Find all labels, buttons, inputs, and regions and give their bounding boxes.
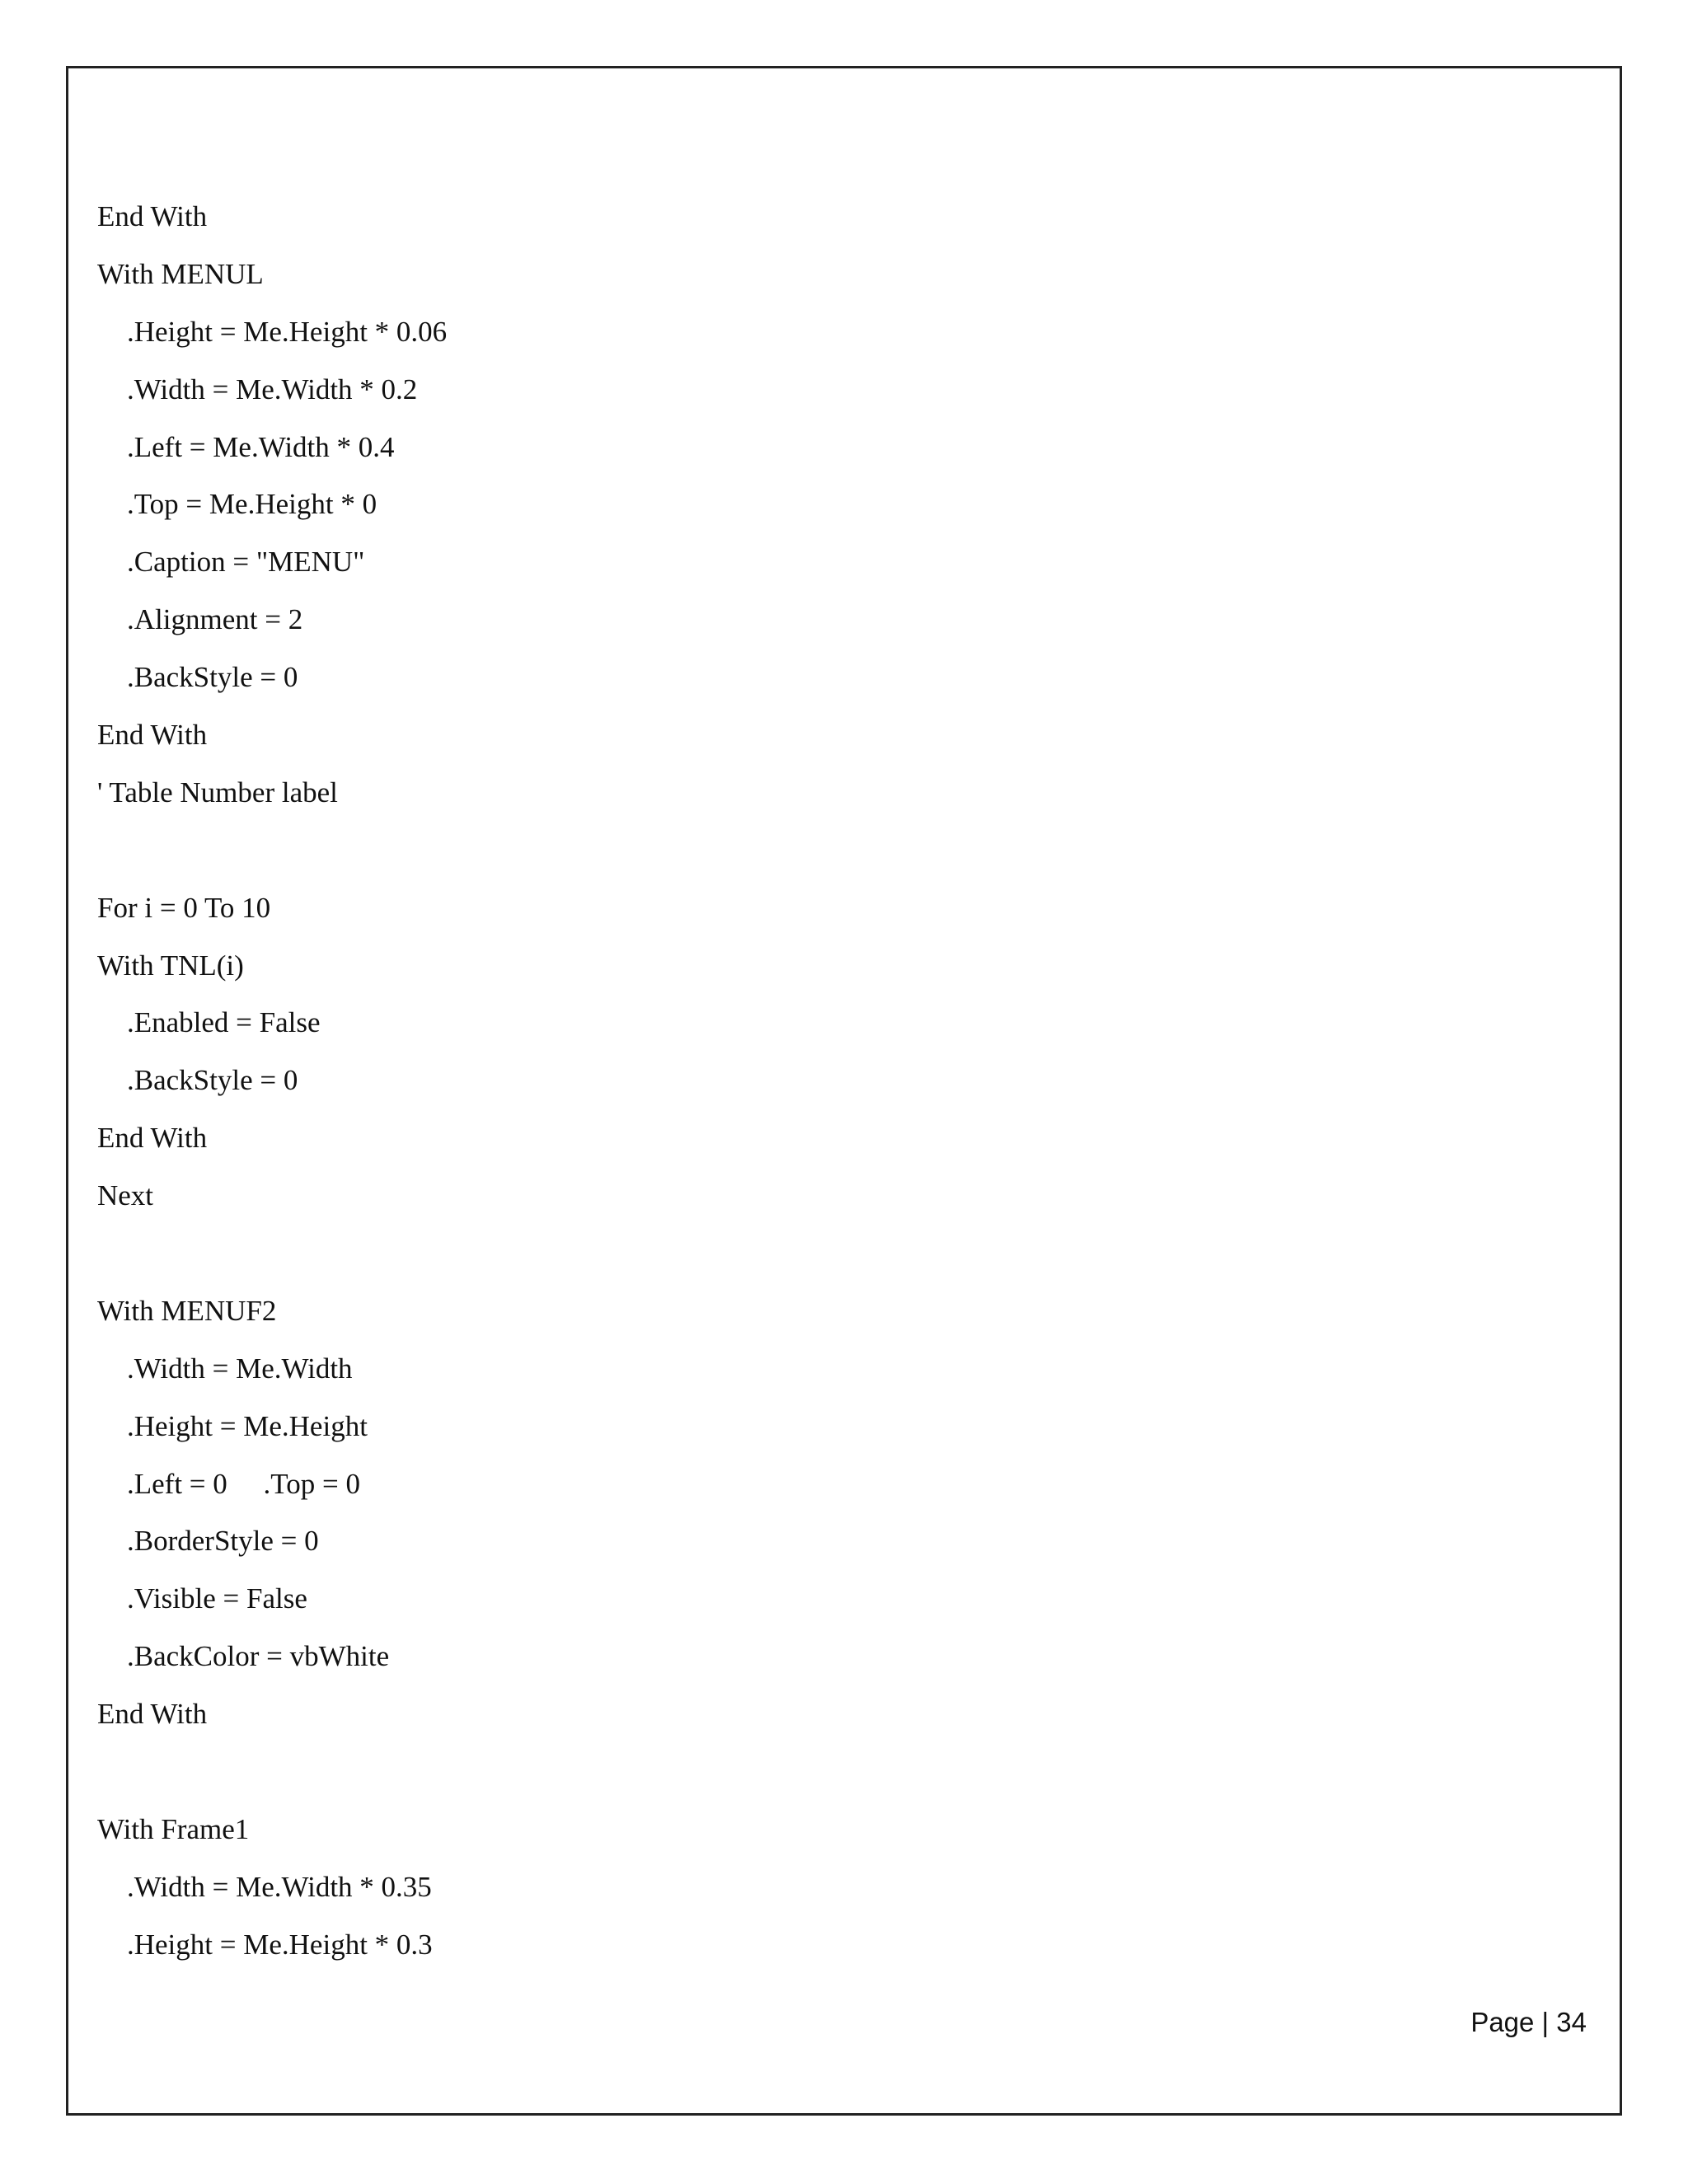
code-line: Next <box>97 1179 154 1212</box>
code-line: .Left = Me.Width * 0.4 <box>127 430 395 463</box>
code-line: .Width = Me.Width * 0.35 <box>127 1870 432 1903</box>
code-line: .Left = 0 .Top = 0 <box>127 1467 360 1500</box>
code-line: With Frame1 <box>97 1812 250 1845</box>
code-listing <box>97 198 447 1984</box>
code-line: .BackStyle = 0 <box>127 1064 298 1097</box>
code-line: .BackStyle = 0 <box>127 661 298 694</box>
code-line: .Height = Me.Height * 0.3 <box>127 1928 433 1961</box>
code-line: .Top = Me.Height * 0 <box>127 488 377 521</box>
code-line: For i = 0 To 10 <box>97 891 271 924</box>
code-line: End With <box>97 1698 208 1731</box>
code-line: .Enabled = False <box>127 1006 321 1039</box>
code-line: .Width = Me.Width * 0.2 <box>127 373 418 405</box>
code-line: End With <box>97 719 208 752</box>
code-line: .Width = Me.Width <box>127 1352 353 1385</box>
code-line: .Visible = False <box>127 1582 307 1615</box>
blank-line <box>97 1753 447 1811</box>
code-line: .Alignment = 2 <box>127 603 303 636</box>
code-line: With MENUF2 <box>97 1294 277 1327</box>
code-line: End With <box>97 1122 208 1155</box>
code-line: End With <box>97 200 208 232</box>
code-line: With MENUL <box>97 257 264 290</box>
code-line: .Height = Me.Height <box>127 1409 368 1442</box>
code-line: .BackColor = vbWhite <box>127 1640 390 1673</box>
code-line: ' Table Number label <box>97 776 338 808</box>
code-line: .BorderStyle = 0 <box>127 1525 319 1558</box>
page-number: Page | 34 <box>1470 2007 1587 2037</box>
code-line: .Height = Me.Height * 0.06 <box>127 315 448 348</box>
blank-line <box>97 1235 447 1292</box>
code-line: .Caption = "MENU" <box>127 546 365 579</box>
code-line: With TNL(i) <box>97 949 244 982</box>
blank-line <box>97 832 447 889</box>
